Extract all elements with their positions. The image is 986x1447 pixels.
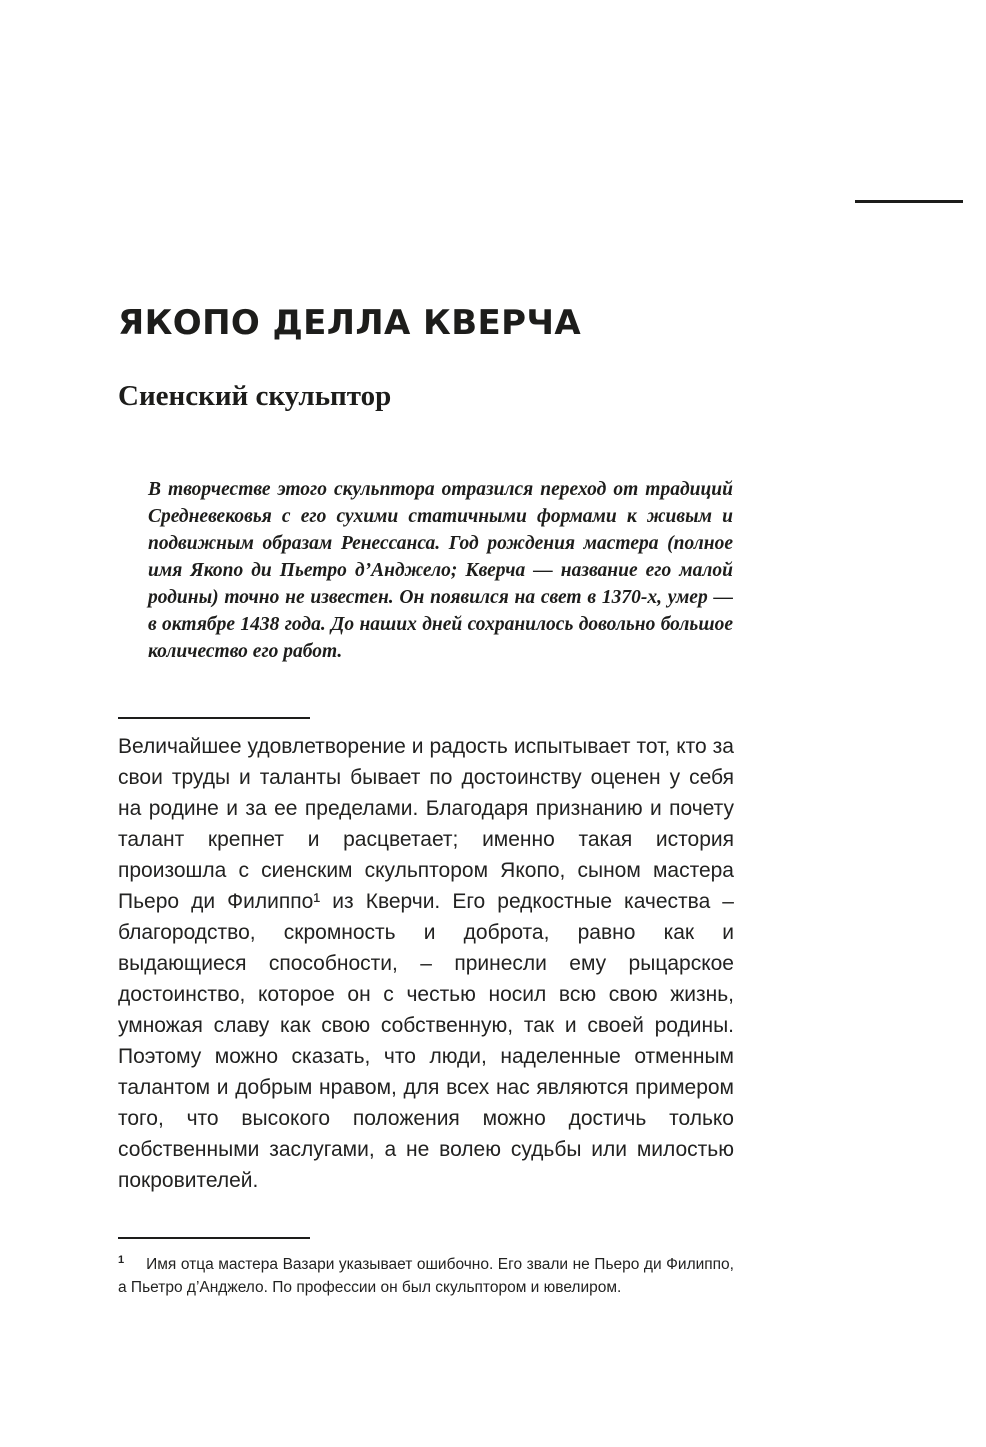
footnote-marker: 1 [118,1254,125,1266]
header-rule [855,200,963,203]
chapter-subtitle: Сиенский скульптор [118,380,392,412]
lead-paragraph: В творчестве этого скульптора отразился переход от традиций Средневековья с его сухими статичными формами к живым и подвижным образам Ренессанса. Год рождения мастера (полное имя Якопо ди Пьетро д’Анджело; Кверча — название его малой родины) точно не известен. Он появился на свет в 1370-х, умер — в октябре 1438 года. До наших дней сохранилось довольно большое количество его работ. [148,479,733,662]
chapter-title: ЯКОПО ДЕЛЛА КВЕРЧА [118,303,582,343]
body-paragraph: Величайшее удовлетворение и радость испытывает тот, кто за свои труды и таланты бывает по достоинству оценен у себя на родине и за ее пределами. Благодаря признанию и почету талант крепнет и расцветает; именно такая история произошла с сиенским скульптором Якопо, сыном мастера Пьеро ди Филиппо¹ из Кверчи. Его редкостные качества – благородство, скромность и доброта, равно как и выдающиеся способности, – принесли ему рыцарское достоинство, которое он с честью носил всю свою жизнь, умножая славу как свою собственную, так и своей родины. Поэтому можно сказать, что люди, наделенные отменным талантом и добрым нравом, для всех нас являются примером того, что высокого положения можно достичь только собственными заслугами, а не волею судьбы или милостью покровителей. [118,735,734,1192]
footnote-divider [118,1237,310,1239]
footnote [118,1249,734,1299]
section-divider [118,717,310,719]
footnote-text: Имя отца мастера Вазари указывает ошибочно. Его звали не Пьеро ди Филиппо, а Пьетро д’Анджело. По профессии он был скульптором и ювелиром. [118,1256,734,1297]
